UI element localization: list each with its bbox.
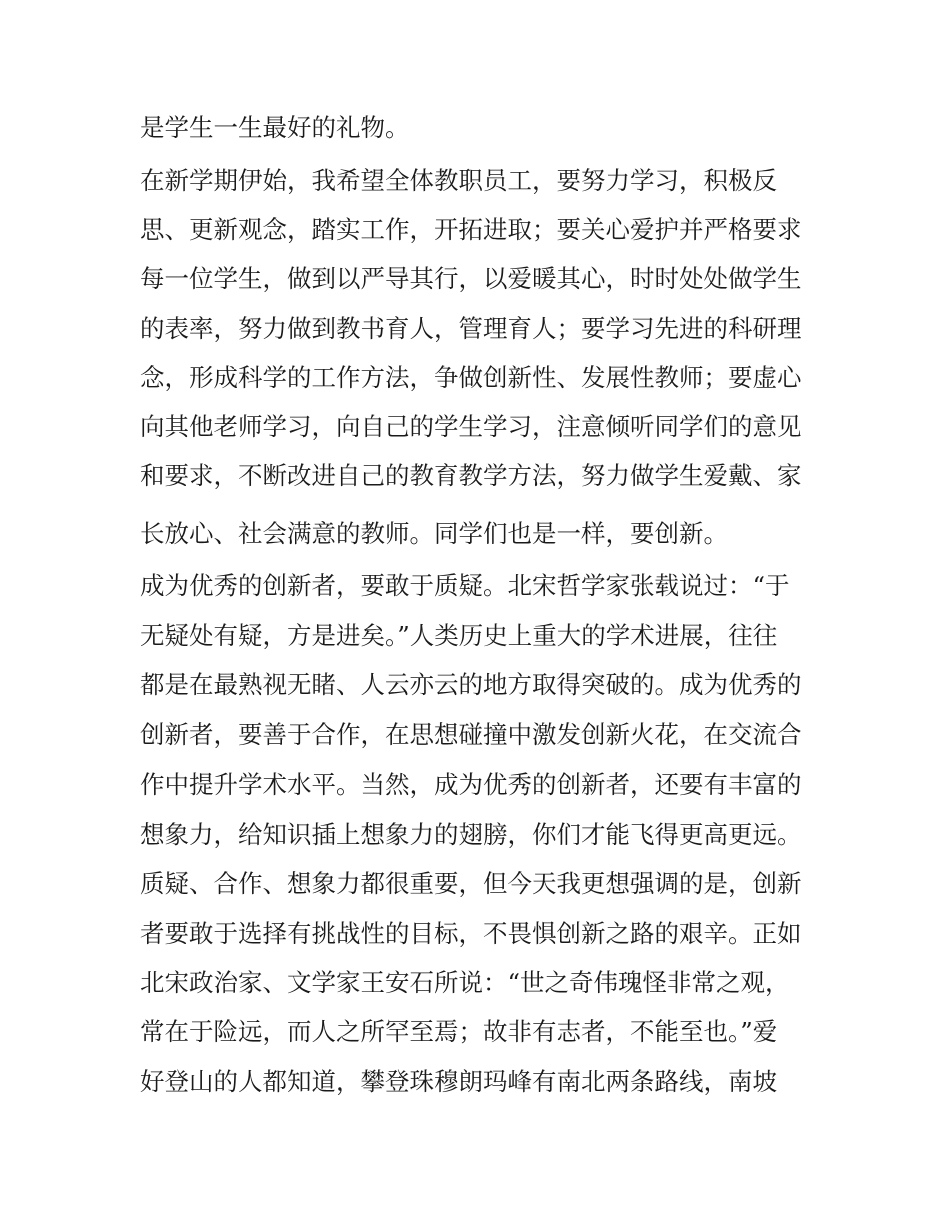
- text-line: 是学生一生最好的礼物。: [140, 113, 410, 142]
- text-line: 长放心、社会满意的教师。同学们也是一样，要创新。: [140, 519, 728, 548]
- text-line: 无疑处有疑，方是进矣。”人类历史上重大的学术进展，往往: [140, 621, 778, 650]
- text-line: 质疑、合作、想象力都很重要，但今天我更想强调的是，创新: [140, 869, 802, 898]
- text-line: 在新学期伊始，我希望全体教职员工，要努力学习，积极反: [140, 166, 777, 195]
- text-line: 好登山的人都知道，攀登珠穆朗玛峰有南北两条路线，南坡: [140, 1067, 777, 1096]
- text-line: 者要敢于选择有挑战性的目标，不畏惧创新之路的艰辛。正如: [140, 919, 802, 948]
- text-line: 念，形成科学的工作方法，争做创新性、发展性教师；要虚心: [140, 363, 802, 392]
- text-line: 创新者，要善于合作，在思想碰撞中激发创新火花，在交流合: [140, 720, 802, 749]
- text-line: 成为优秀的创新者，要敢于质疑。北宋哲学家张载说过：“于: [140, 571, 790, 600]
- text-line: 常在于险远，而人之所罕至焉；故非有志者，不能至也。”爱: [140, 1017, 778, 1046]
- text-line: 的表率，努力做到教书育人，管理育人；要学习先进的科研理: [140, 314, 802, 343]
- text-line: 都是在最熟视无睹、人云亦云的地方取得突破的。成为优秀的: [140, 670, 802, 699]
- text-line: 和要求，不断改进自己的教育教学方法，努力做学生爱戴、家: [140, 461, 802, 490]
- text-line: 每一位学生，做到以严导其行，以爱暖其心，时时处处做学生: [140, 264, 802, 293]
- text-line: 北宋政治家、文学家王安石所说：“世之奇伟瑰怪非常之观，: [140, 968, 790, 997]
- text-line: 想象力，给知识插上想象力的翅膀，你们才能飞得更高更远。: [140, 820, 802, 849]
- text-line: 向其他老师学习，向自己的学生学习，注意倾听同学们的意见: [140, 412, 802, 441]
- text-line: 作中提升学术水平。当然，成为优秀的创新者，还要有丰富的: [140, 770, 802, 799]
- text-line: 思、更新观念，踏实工作，开拓进取；要关心爱护并严格要求: [140, 215, 802, 244]
